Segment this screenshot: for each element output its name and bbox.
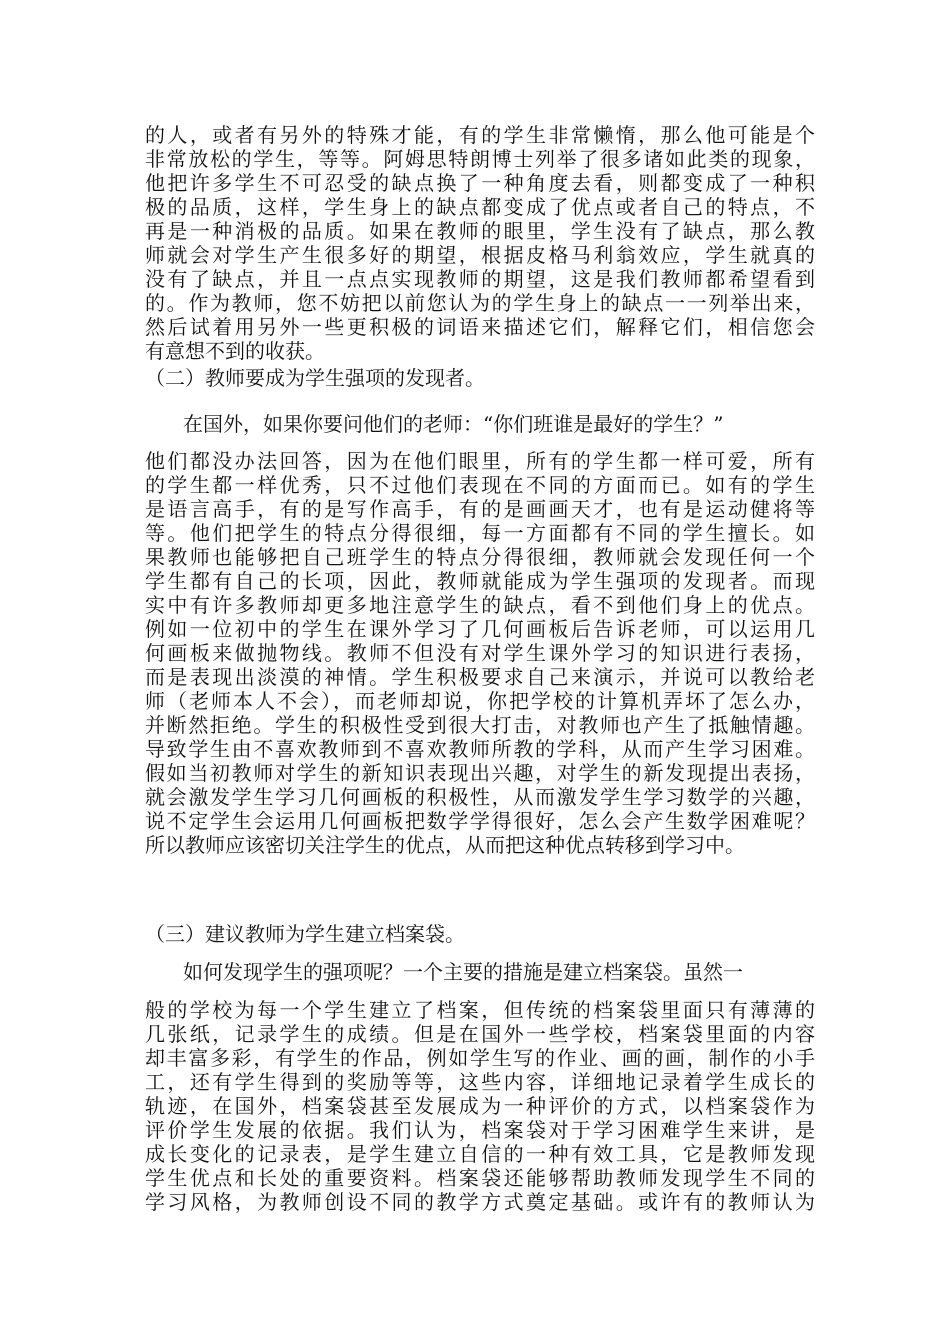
paragraph-line: 极的品质，这样，学生身上的缺点都变成了优点或者自己的特点，不 <box>145 195 815 219</box>
paragraph-line: 成长变化的记录表，是学生建立自信的一种有效工具，它是教师发现 <box>145 1142 815 1166</box>
paragraph-line: 般的学校为每一个学生建立了档案，但传统的档案袋里面只有薄薄的 <box>145 998 815 1022</box>
paragraph-line: 他把许多学生不可忍受的缺点换了一种角度去看，则都变成了一种积 <box>145 171 815 195</box>
paragraph-line: 等。他们把学生的特点分得很细，每一方面都有不同的学生擅长。如 <box>145 521 815 545</box>
paragraph-line: 假如当初教师对学生的新知识表现出兴趣，对学生的新发现提出表扬， <box>145 761 815 785</box>
paragraph-line: 果教师也能够把自己班学生的特点分得很细，教师就会发现任何一个 <box>145 545 815 569</box>
paragraph-line: 说不定学生会运用几何画板把数学学得很好，怎么会产生数学困难呢？ <box>145 809 815 833</box>
paragraph-line: 再是一种消极的品质。如果在教师的眼里，学生没有了缺点，那么教 <box>145 219 815 243</box>
paragraph-line: 师（老师本人不会），而老师却说，你把学校的计算机弄坏了怎么办， <box>145 689 815 713</box>
paragraph-line: 学生都有自己的长项，因此，教师就能成为学生强项的发现者。而现 <box>145 569 815 593</box>
paragraph-line: 轨迹，在国外，档案袋甚至发展成为一种评价的方式，以档案袋作为 <box>145 1094 815 1118</box>
paragraph-line: 然后试着用另外一些更积极的词语来描述它们，解释它们，相信您会 <box>145 315 815 339</box>
paragraph-line: 并断然拒绝。学生的积极性受到很大打击，对教师也产生了抵触情趣。 <box>145 713 815 737</box>
paragraph-line: 何画板来做抛物线。教师不但没有对学生课外学习的知识进行表扬， <box>145 641 815 665</box>
paragraph-line: 几张纸，记录学生的成绩。但是在国外一些学校，档案袋里面的内容 <box>145 1022 815 1046</box>
paragraph-line: 导致学生由不喜欢教师到不喜欢教师所教的学科，从而产生学习困难。 <box>145 737 815 761</box>
paragraph-line: 工，还有学生得到的奖励等等，这些内容，详细地记录着学生成长的 <box>145 1070 815 1094</box>
section-heading-2: （二）教师要成为学生强项的发现者。 <box>145 366 485 390</box>
paragraph-line: 所以教师应该密切关注学生的优点，从而把这种优点转移到学习中。 <box>145 833 745 857</box>
paragraph-line: 的人，或者有另外的特殊才能，有的学生非常懒惰，那么他可能是个 <box>145 123 815 147</box>
paragraph-line: 的。作为教师，您不妨把以前您认为的学生身上的缺点一一列举出来， <box>145 291 815 315</box>
paragraph-line: 评价学生发展的依据。我们认为，档案袋对于学习困难学生来讲，是 <box>145 1118 815 1142</box>
section-heading-3: （三）建议教师为学生建立档案袋。 <box>145 922 465 946</box>
paragraph-line: 例如一位初中的学生在课外学习了几何画板后告诉老师，可以运用几 <box>145 617 815 641</box>
paragraph-line: 非常放松的学生，等等。阿姆思特朗博士列举了很多诸如此类的现象， <box>145 147 815 171</box>
paragraph-line: 师就会对学生产生很多好的期望，根据皮格马利翁效应，学生就真的 <box>145 243 815 267</box>
paragraph-line: 有意想不到的收获。 <box>145 339 325 363</box>
paragraph-line: 没有了缺点，并且一点点实现教师的期望，这是我们教师都希望看到 <box>145 267 815 291</box>
paragraph-first-line: 在国外，如果你要问他们的老师：“你们班谁是最好的学生？” <box>183 412 724 436</box>
paragraph-line: 学生优点和长处的重要资料。档案袋还能够帮助教师发现学生不同的 <box>145 1166 815 1190</box>
paragraph-line: 是语言高手，有的是写作高手，有的是画画天才，也有是运动健将等 <box>145 497 815 521</box>
paragraph-first-line: 如何发现学生的强项呢？一个主要的措施是建立档案袋。虽然一 <box>183 960 743 984</box>
paragraph-line: 就会激发学生学习几何画板的积极性，从而激发学生学习数学的兴趣， <box>145 785 815 809</box>
paragraph-line: 实中有许多教师却更多地注意学生的缺点，看不到他们身上的优点。 <box>145 593 815 617</box>
paragraph-line: 他们都没办法回答，因为在他们眼里，所有的学生都一样可爱，所有 <box>145 449 815 473</box>
paragraph-line: 的学生都一样优秀，只不过他们表现在不同的方面而已。如有的学生 <box>145 473 815 497</box>
paragraph-line: 却丰富多彩，有学生的作品，例如学生写的作业、画的画，制作的小手 <box>145 1046 815 1070</box>
paragraph-line: 而是表现出淡漠的神情。学生积极要求自己来演示，并说可以教给老 <box>145 665 815 689</box>
paragraph-line: 学习风格，为教师创设不同的教学方式奠定基础。或许有的教师认为 <box>145 1190 815 1214</box>
